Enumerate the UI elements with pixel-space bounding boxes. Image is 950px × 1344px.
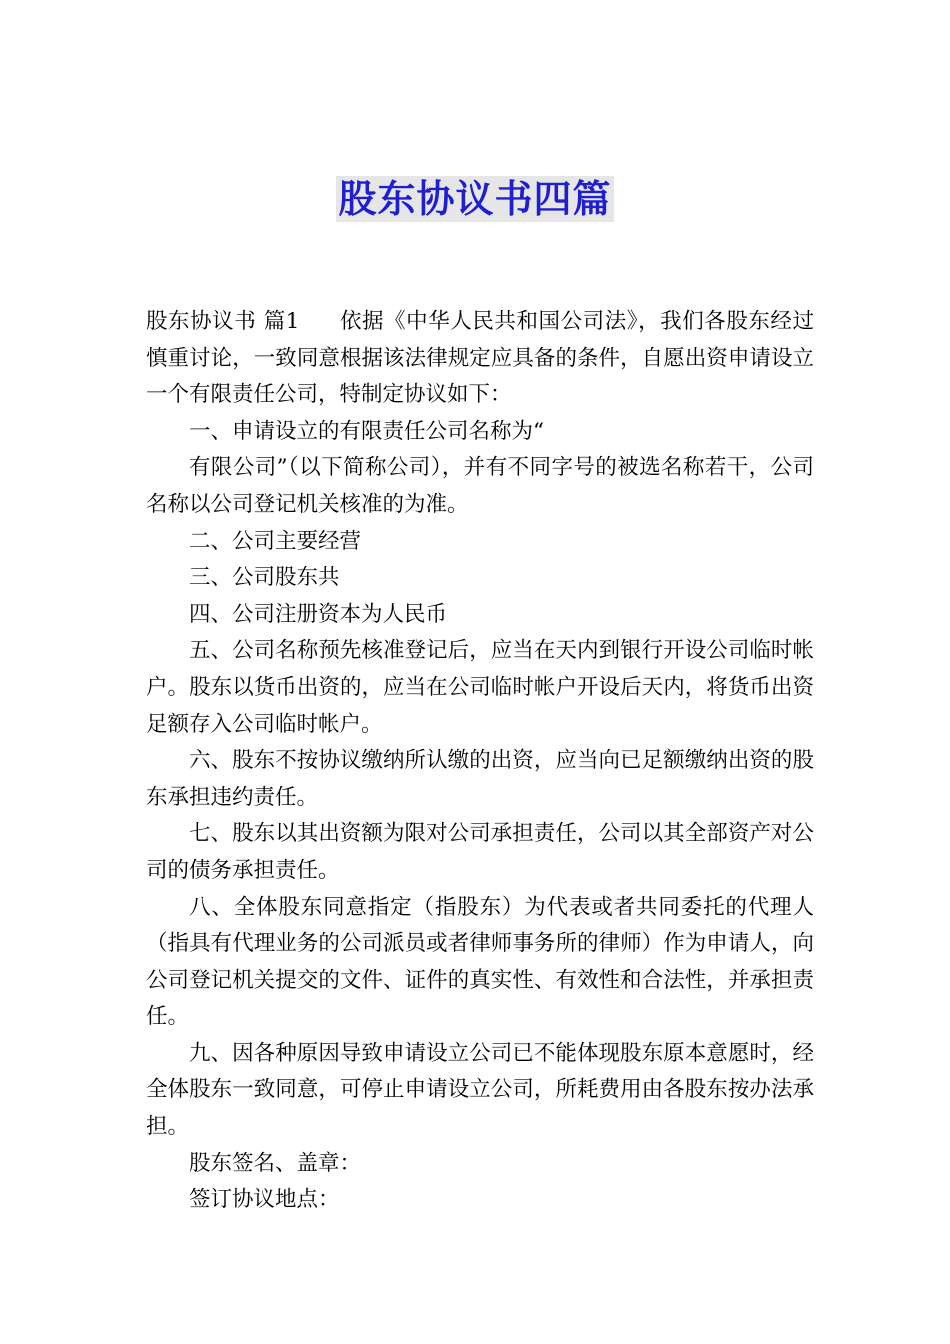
document-body	[146, 304, 814, 1219]
clause-5-paragraph: 五、公司名称预先核准登记后，应当在天内到银行开设公司临时帐户。股东以货币出资的，应当在公司临时帐户开设后天内，将货币出资足额存入公司临时帐户。	[146, 638, 814, 737]
intro-text: 依据《中华人民共和国公司法》，我们各股东经过慎重讨论，一致同意根据该法律规定应具备的条件，自愿出资申请设立一个有限责任公司，特制定协议如下：	[146, 309, 814, 408]
clause-2-paragraph: 二、公司主要经营	[189, 528, 362, 554]
intro-label: 股东协议书 篇1	[146, 309, 300, 334]
clause-1-continued-paragraph: 有限公司”（以下简称公司），并有不同字号的被选名称若干，公司名称以公司登记机关核准的为准。	[146, 455, 814, 517]
clause-9-paragraph: 九、因各种原因导致申请设立公司已不能体现股东原本意愿时，经全体股东一致同意，可停止申请设立公司，所耗费用由各股东按办法承担。	[146, 1040, 814, 1140]
clause-1-paragraph: 一、申请设立的有限责任公司名称为“	[189, 418, 544, 444]
document-title: 股东协议书四篇	[338, 177, 612, 221]
clause-3-paragraph: 三、公司股东共	[189, 565, 340, 591]
clause-6-paragraph: 六、股东不按协议缴纳所认缴的出资，应当向已足额缴纳出资的股东承担违约责任。	[146, 748, 814, 810]
clause-8-paragraph: 八、全体股东同意指定（指股东）为代表或者共同委托的代理人（指具有代理业务的公司派员或者律师事务所的律师）作为申请人，向公司登记机关提交的文件、证件的真实性、有效性和合法性，并承担责任。	[146, 894, 814, 1030]
clause-4-paragraph: 四、公司注册资本为人民币	[189, 601, 448, 627]
signing-location-line: 签订协议地点：	[189, 1187, 340, 1213]
title-container	[0, 176, 950, 222]
intro-paragraph	[146, 304, 814, 414]
signature-line: 股东签名、盖章：	[189, 1150, 362, 1176]
clause-7-paragraph: 七、股东以其出资额为限对公司承担责任，公司以其全部资产对公司的债务承担责任。	[146, 821, 814, 883]
